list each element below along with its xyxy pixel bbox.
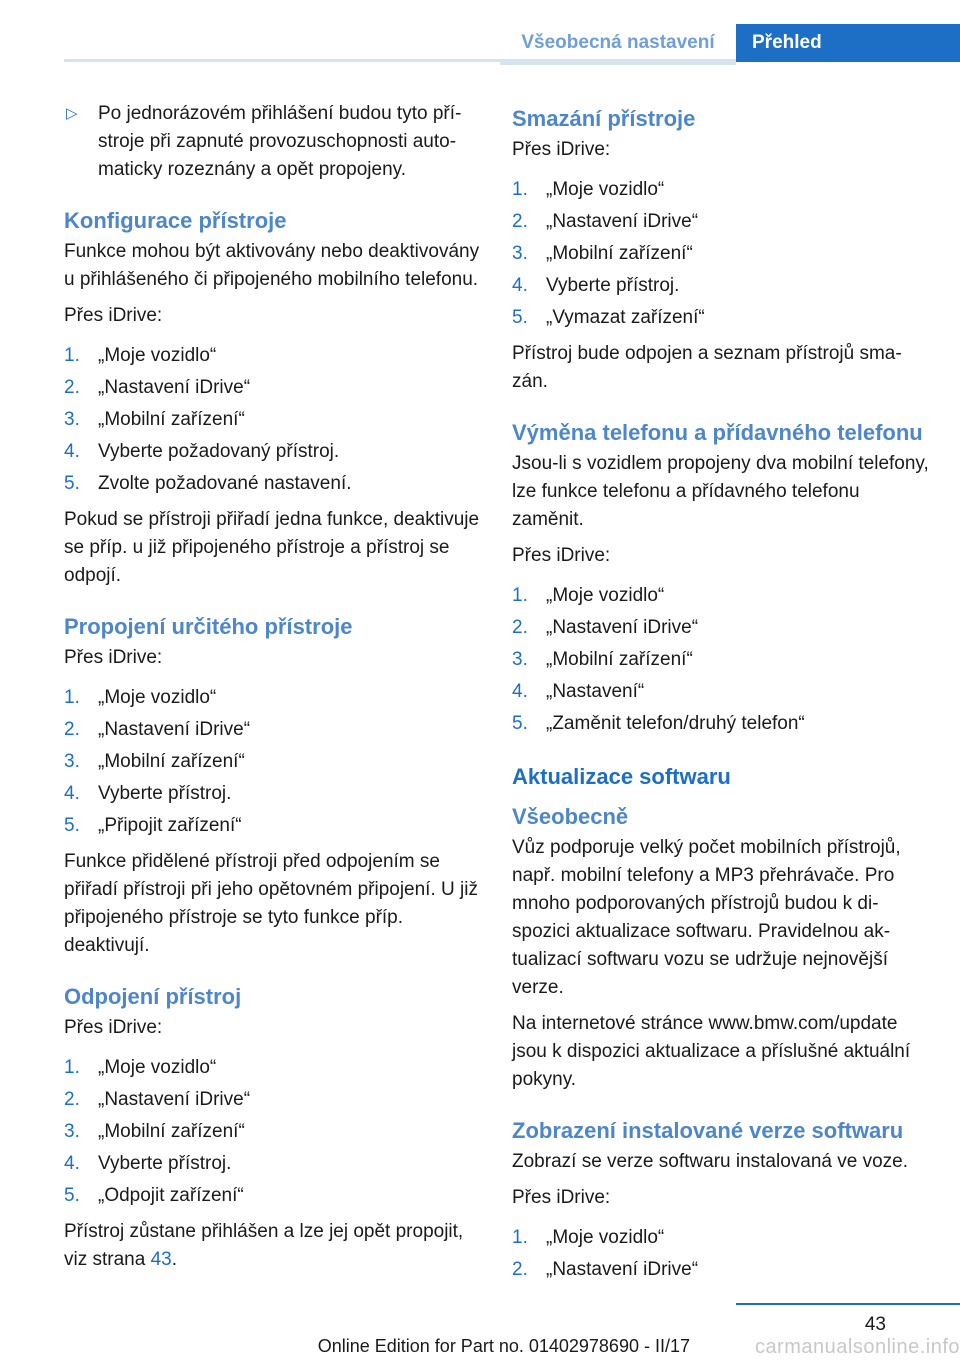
- list-item: 4. Vyberte přístroj.: [64, 783, 232, 804]
- list-item: 2. „Nastavení iDrive“: [64, 377, 251, 398]
- list-item: 5. Zvolte požadované nastavení.: [64, 473, 352, 494]
- bullet-text: Po jednorázovém přihlášení budou tyto přístroje při zapnuté provozuschopnosti automaticky rozeznány a opět propojeny.: [98, 103, 462, 180]
- edition-text: Online Edition for Part no. 01402978690 - II/17: [317, 1336, 690, 1356]
- watermark: carmanualsonline.info: [754, 1336, 960, 1358]
- list-item: 1. „Moje vozidlo“: [512, 1227, 665, 1248]
- list-item: 2. „Nastavení iDrive“: [64, 1089, 251, 1110]
- web-text: Na internetové stránce www.bmw.com/update jsou k dispozici aktualizace a příslušné aktuální pokyny.: [512, 1013, 911, 1090]
- heading-delete: Smazání přístroje: [512, 106, 696, 131]
- swap-text: Jsou-li s vozidlem propojeny dva mobilní telefony, lze funkce telefonu a přídavného telefonu zaměnit.: [512, 453, 929, 530]
- list-item: 2. „Nastavení iDrive“: [512, 1259, 699, 1280]
- heading-general: Všeobecně: [512, 804, 629, 829]
- triangle-bullet-icon: ▷: [66, 105, 78, 122]
- list-item: 1. „Moje vozidlo“: [512, 585, 665, 606]
- tab-overview[interactable]: Přehled: [736, 24, 960, 62]
- config-intro: Přes iDrive:: [64, 305, 163, 326]
- heading-connect: Propojení určitého přístroje: [64, 614, 353, 639]
- disconnect-after: Přístroj zůstane přihlášen a lze jej opět propojit, viz strana 43.: [64, 1221, 464, 1270]
- list-item: 4. Vyberte požadovaný přístroj.: [64, 441, 340, 462]
- list-item: 3. „Mobilní zařízení“: [512, 649, 693, 670]
- list-item: 3. „Mobilní zařízení“: [64, 751, 245, 772]
- list-item: 4. Vyberte přístroj.: [64, 1153, 232, 1174]
- list-item: 3. „Mobilní zařízení“: [512, 243, 693, 264]
- list-item: 5. „Připojit zařízení“: [64, 815, 242, 836]
- list-item: 5. „Vymazat zařízení“: [512, 307, 705, 328]
- list-item: 2. „Nastavení iDrive“: [64, 719, 251, 740]
- version-text: Zobrazí se verze softwaru instalovaná ve voze.: [512, 1151, 909, 1172]
- list-item: 4. „Nastavení“: [512, 681, 645, 702]
- swap-intro: Přes iDrive:: [512, 545, 611, 566]
- section-tab[interactable]: Všeobecná nastavení: [500, 24, 736, 65]
- heading-config: Konfigurace přístroje: [64, 208, 287, 233]
- heading-swap: Výměna telefonu a přídavného telefonu: [512, 420, 923, 445]
- delete-after: Přístroj bude odpojen a seznam přístrojů smazán.: [512, 343, 902, 392]
- version-steps: [512, 1222, 930, 1286]
- footer-rule: [736, 1303, 960, 1305]
- list-item: 1. „Moje vozidlo“: [64, 345, 217, 366]
- general-text: Vůz podporuje velký počet mobilních přístrojů, např. mobilní telefony a MP3 přehrávače. Pro mnoho podporovaných přístrojů budou k dispozici aktualizace softwaru. Pravidelnou aktualizací softwaru vozu se udržuje nejnovější verze.: [512, 837, 901, 998]
- list-item: 1. „Moje vozidlo“: [512, 179, 665, 200]
- bullet-note: [64, 100, 484, 184]
- connect-intro: Přes iDrive:: [64, 647, 163, 668]
- right-column: [512, 96, 930, 1292]
- list-item: 5. „Zaměnit telefon/druhý telefon“: [512, 713, 805, 734]
- list-item: 5. „Odpojit zařízení“: [64, 1185, 244, 1206]
- config-after: Pokud se přístroji přiřadí jedna funkce, deaktivuje se příp. u již připojeného přístroje a přístroj se odpojí.: [64, 509, 480, 586]
- left-column: [64, 96, 484, 1282]
- list-item: 3. „Mobilní zařízení“: [64, 1121, 245, 1142]
- list-item: 4. Vyberte přístroj.: [512, 275, 680, 296]
- config-steps: [64, 340, 484, 500]
- connect-after: Funkce přidělené přístroji před odpojením se přiřadí přístroji při jeho opětovném připojení. U již připojeného přístroje se tyto funkce příp. deaktivují.: [64, 851, 478, 956]
- connect-steps: [64, 682, 484, 842]
- disconnect-intro: Přes iDrive:: [64, 1017, 163, 1038]
- page-link[interactable]: 43: [150, 1249, 172, 1270]
- list-item: 2. „Nastavení iDrive“: [512, 617, 699, 638]
- version-intro: Přes iDrive:: [512, 1187, 611, 1208]
- disconnect-steps: [64, 1052, 484, 1212]
- list-item: 2. „Nastavení iDrive“: [512, 211, 699, 232]
- delete-intro: Přes iDrive:: [512, 139, 611, 160]
- heading-disconnect: Odpojení přístroj: [64, 984, 242, 1009]
- list-item: 3. „Mobilní zařízení“: [64, 409, 245, 430]
- list-item: 1. „Moje vozidlo“: [64, 1057, 217, 1078]
- config-text: Funkce mohou být aktivovány nebo deaktivovány u přihlášeného či připojeného mobilního telefonu.: [64, 241, 480, 290]
- swap-steps: [512, 580, 930, 740]
- delete-steps: [512, 174, 930, 334]
- list-item: 1. „Moje vozidlo“: [64, 687, 217, 708]
- heading-software-update: Aktualizace softwaru: [512, 764, 731, 789]
- heading-version: Zobrazení instalované verze softwaru: [512, 1118, 904, 1143]
- page-number: 43: [864, 1314, 886, 1335]
